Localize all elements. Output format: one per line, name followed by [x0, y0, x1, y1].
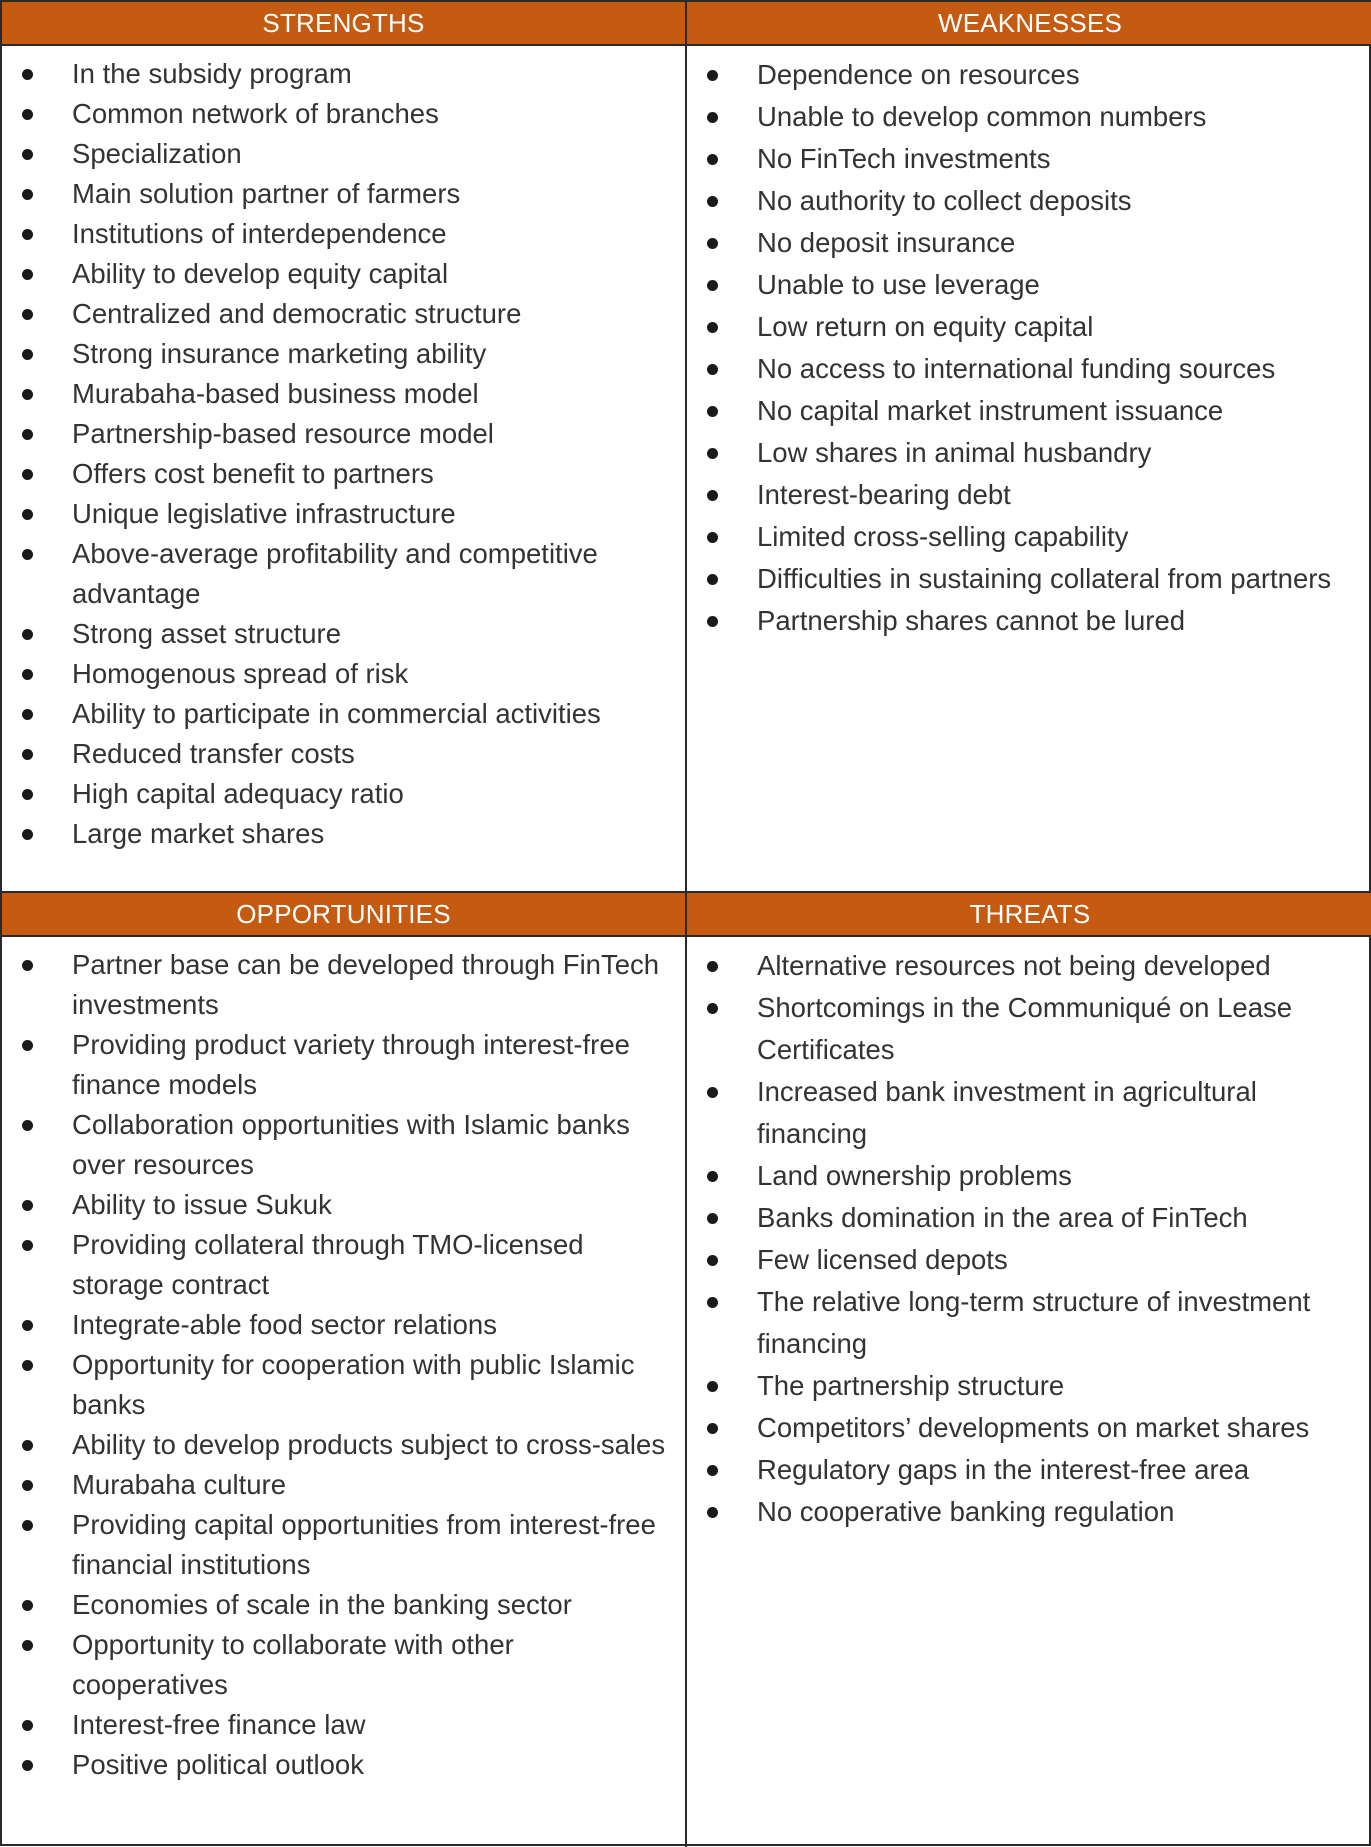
list-item: No FinTech investments [687, 138, 1371, 180]
list-item: No cooperative banking regulation [687, 1491, 1371, 1533]
list-item: In the subsidy program [2, 54, 685, 94]
list-item: Ability to develop products subject to cross-sales [2, 1425, 685, 1465]
list-item: Ability to issue Sukuk [2, 1185, 685, 1225]
list-item: Partner base can be developed through FinTech investments [2, 945, 685, 1025]
list-item: Dependence on resources [687, 54, 1371, 96]
list-item: Shortcomings in the Communiqué on Lease Certificates [687, 987, 1371, 1071]
threats-list [687, 937, 1371, 1533]
list-item: Centralized and democratic structure [2, 294, 685, 334]
list-item: The partnership structure [687, 1365, 1371, 1407]
list-item: Common network of branches [2, 94, 685, 134]
list-item: High capital adequacy ratio [2, 774, 685, 814]
list-item: No authority to collect deposits [687, 180, 1371, 222]
list-item: Limited cross-selling capability [687, 516, 1371, 558]
list-item: Increased bank investment in agricultural financing [687, 1071, 1371, 1155]
weaknesses-quadrant [687, 2, 1371, 893]
list-item: Institutions of interdependence [2, 214, 685, 254]
opportunities-list [2, 937, 685, 1785]
strengths-header: STRENGTHS [2, 2, 685, 46]
list-item: Above-average profitability and competitive advantage [2, 534, 685, 614]
list-item: Land ownership problems [687, 1155, 1371, 1197]
opportunities-header: OPPORTUNITIES [2, 893, 685, 937]
list-item: Strong insurance marketing ability [2, 334, 685, 374]
opportunities-quadrant [2, 893, 687, 1847]
list-item: Providing capital opportunities from interest-free financial institutions [2, 1505, 685, 1585]
list-item: Main solution partner of farmers [2, 174, 685, 214]
list-item: Ability to participate in commercial activities [2, 694, 685, 734]
threats-header: THREATS [687, 893, 1371, 937]
list-item: Ability to develop equity capital [2, 254, 685, 294]
list-item: Offers cost benefit to partners [2, 454, 685, 494]
list-item: Murabaha-based business model [2, 374, 685, 414]
list-item: Banks domination in the area of FinTech [687, 1197, 1371, 1239]
list-item: Opportunity to collaborate with other cooperatives [2, 1625, 685, 1705]
list-item: Regulatory gaps in the interest-free area [687, 1449, 1371, 1491]
list-item: No capital market instrument issuance [687, 390, 1371, 432]
list-item: Positive political outlook [2, 1745, 685, 1785]
list-item: Alternative resources not being developed [687, 945, 1371, 987]
list-item: Homogenous spread of risk [2, 654, 685, 694]
threats-quadrant [687, 893, 1371, 1847]
list-item: Reduced transfer costs [2, 734, 685, 774]
list-item: Low return on equity capital [687, 306, 1371, 348]
list-item: Partnership shares cannot be lured [687, 600, 1371, 642]
list-item: Unable to develop common numbers [687, 96, 1371, 138]
list-item: Low shares in animal husbandry [687, 432, 1371, 474]
list-item: The relative long-term structure of investment financing [687, 1281, 1371, 1365]
list-item: Competitors’ developments on market shares [687, 1407, 1371, 1449]
list-item: Difficulties in sustaining collateral from partners [687, 558, 1371, 600]
weaknesses-list [687, 46, 1371, 642]
list-item: Strong asset structure [2, 614, 685, 654]
list-item: Unique legislative infrastructure [2, 494, 685, 534]
list-item: No deposit insurance [687, 222, 1371, 264]
strengths-list [2, 46, 685, 854]
list-item: Interest-free finance law [2, 1705, 685, 1745]
list-item: Large market shares [2, 814, 685, 854]
list-item: Collaboration opportunities with Islamic banks over resources [2, 1105, 685, 1185]
strengths-quadrant [2, 2, 687, 893]
list-item: Opportunity for cooperation with public Islamic banks [2, 1345, 685, 1425]
list-item: Economies of scale in the banking sector [2, 1585, 685, 1625]
list-item: Specialization [2, 134, 685, 174]
list-item: Murabaha culture [2, 1465, 685, 1505]
list-item: Interest-bearing debt [687, 474, 1371, 516]
list-item: Providing product variety through interest-free finance models [2, 1025, 685, 1105]
list-item: Integrate-able food sector relations [2, 1305, 685, 1345]
list-item: Unable to use leverage [687, 264, 1371, 306]
list-item: Providing collateral through TMO-licensed storage contract [2, 1225, 685, 1305]
list-item: No access to international funding sources [687, 348, 1371, 390]
list-item: Partnership-based resource model [2, 414, 685, 454]
list-item: Few licensed depots [687, 1239, 1371, 1281]
weaknesses-header: WEAKNESSES [687, 2, 1371, 46]
